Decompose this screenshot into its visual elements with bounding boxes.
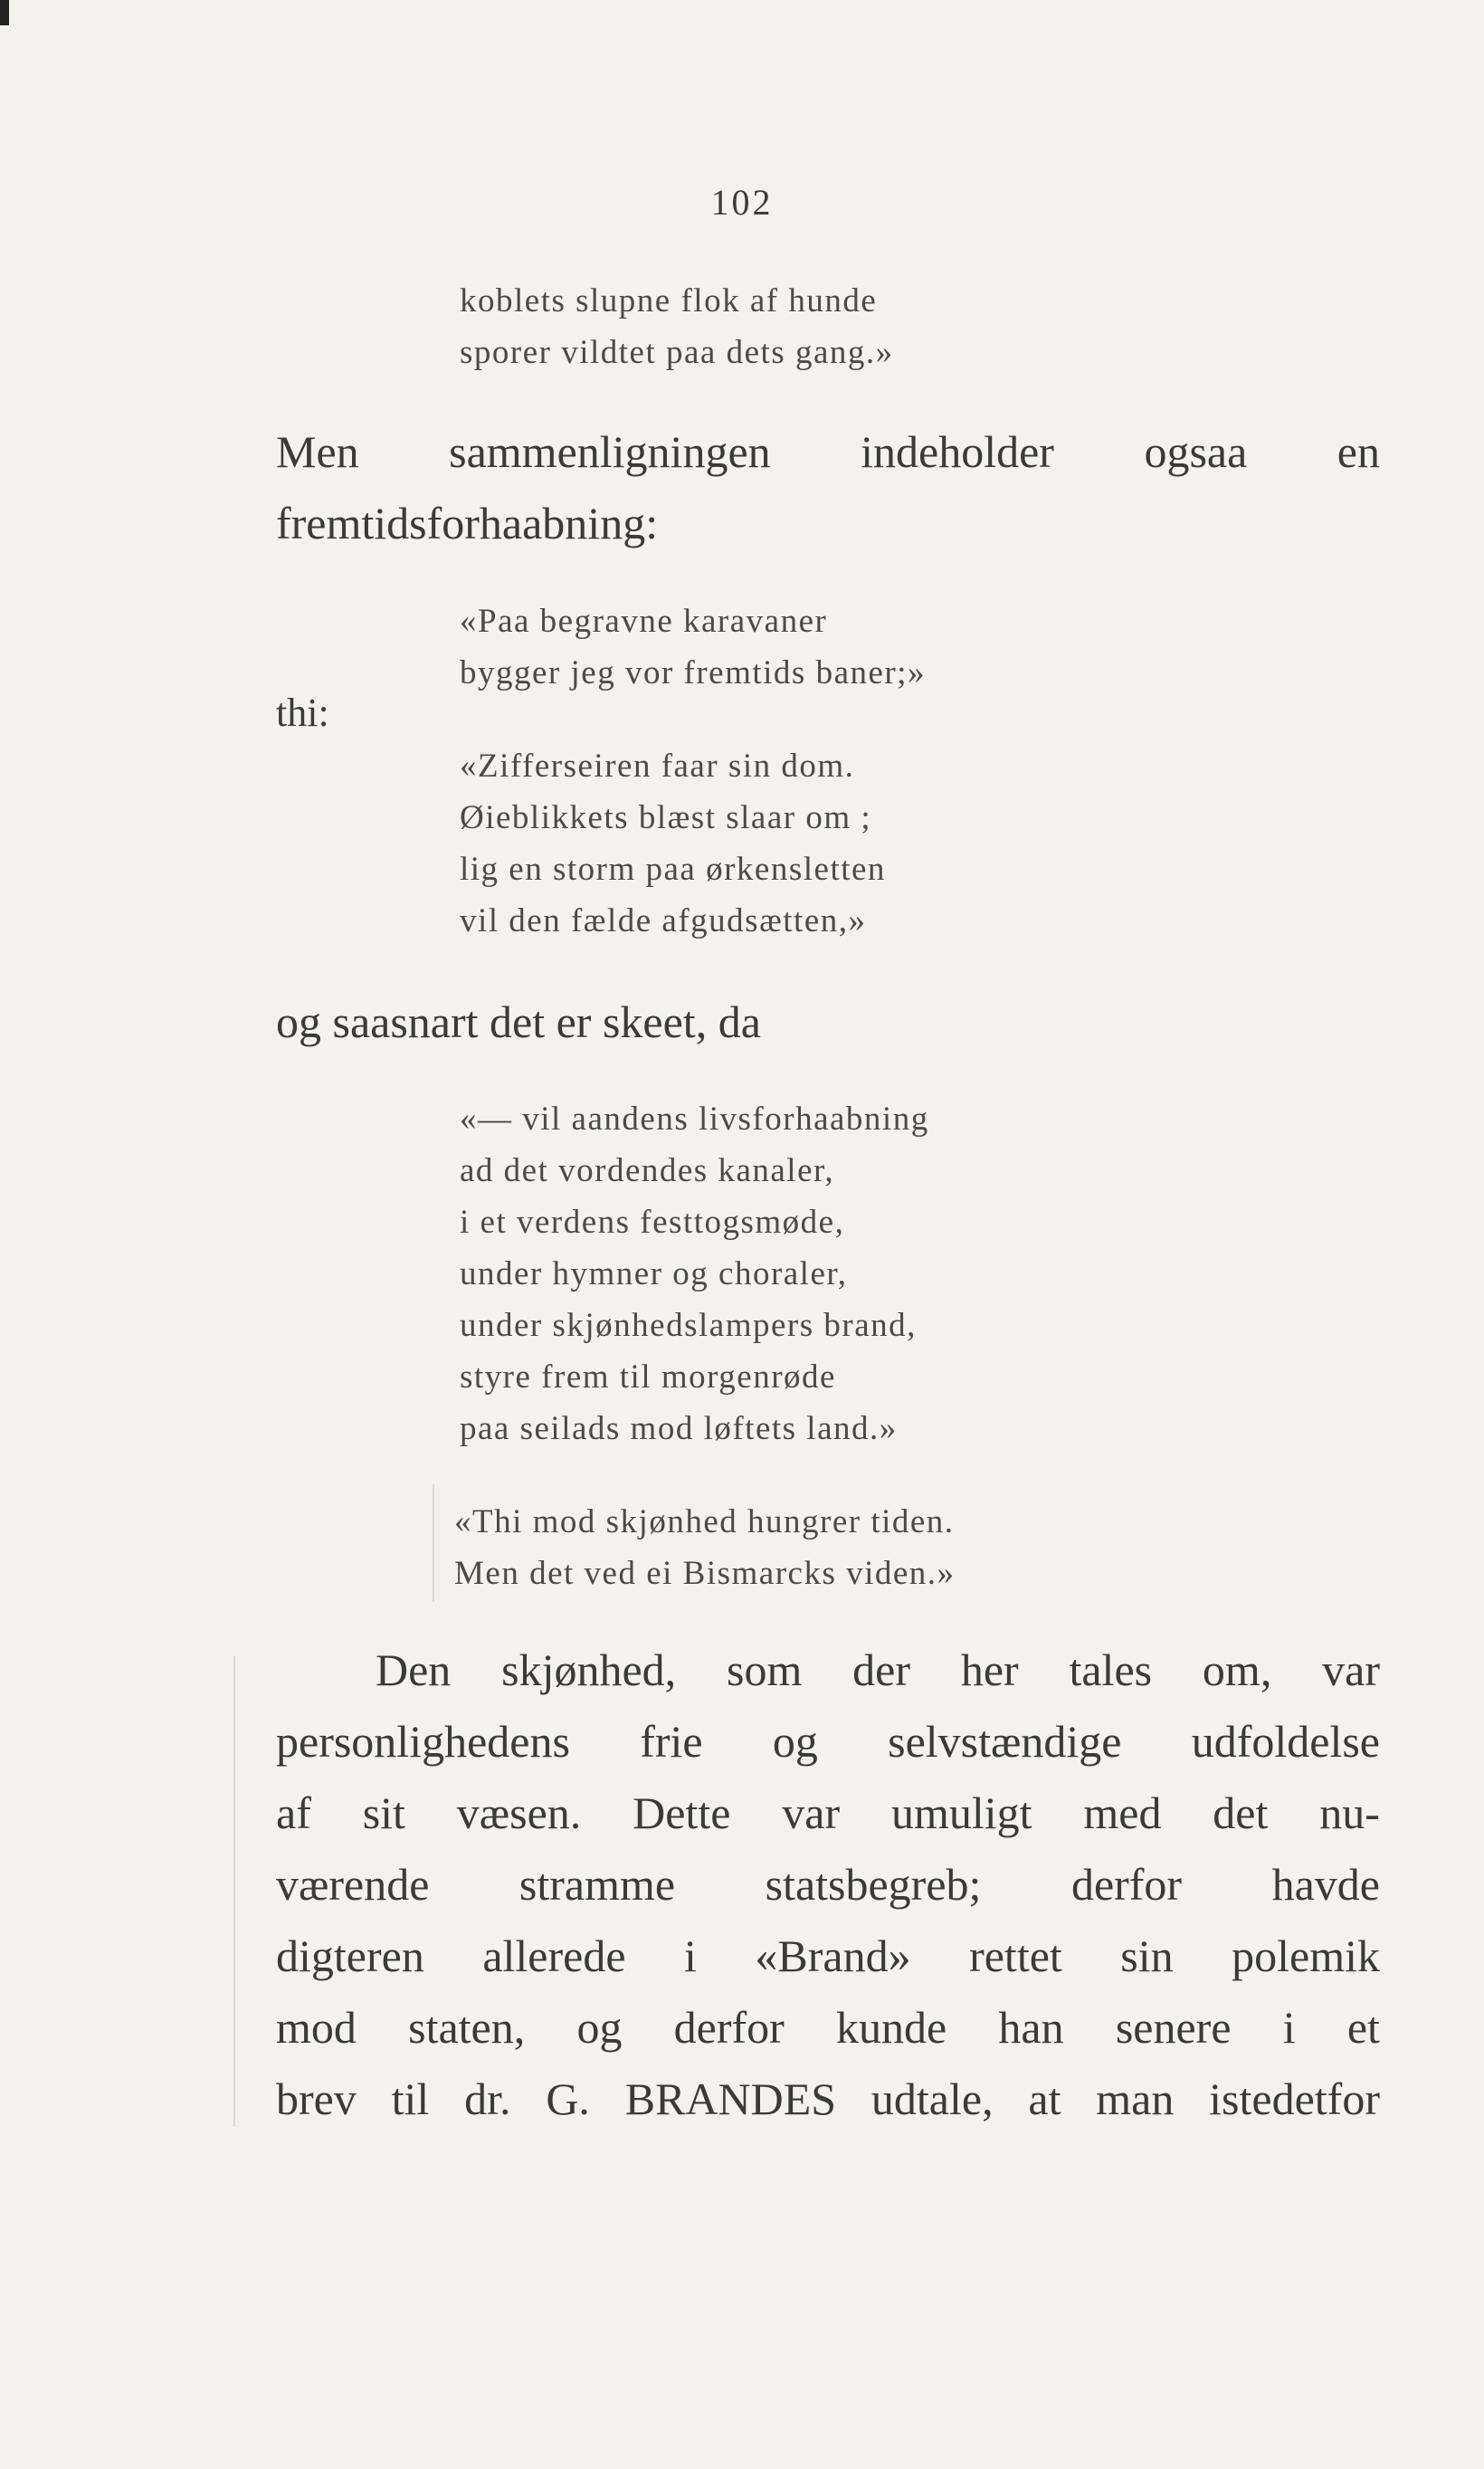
verse-line: lig en storm paa ørkensletten <box>460 851 886 888</box>
word: sin <box>1120 1930 1174 1981</box>
word: mod <box>276 2002 357 2053</box>
word: selvstændige <box>888 1716 1122 1767</box>
thi-label: thi: <box>276 691 329 735</box>
word: og <box>576 2002 623 2053</box>
verse-line: vil den fælde afgudsætten,» <box>460 902 867 939</box>
verse-block-1 <box>460 275 894 378</box>
word: personlighedens <box>276 1716 570 1767</box>
word: i <box>684 1930 697 1981</box>
verse-block-2 <box>460 596 926 699</box>
word: umuligt <box>890 1787 1032 1838</box>
word: et <box>1346 2002 1380 2053</box>
word: dr. <box>464 2073 511 2124</box>
word: Men <box>276 426 359 477</box>
prose-paragraph-2 <box>276 987 1380 1058</box>
prose-line <box>276 2064 1380 2135</box>
word: polemik <box>1232 1930 1380 1981</box>
word: var <box>782 1787 841 1838</box>
word: sit <box>362 1787 405 1838</box>
word: med <box>1083 1787 1162 1838</box>
word: indeholder <box>861 426 1054 477</box>
prose-line <box>276 1635 1380 1706</box>
word: der <box>852 1644 910 1695</box>
word: i <box>1282 2002 1296 2053</box>
prose-line: og saasnart det er skeet, da <box>276 996 761 1047</box>
word: sammenligningen <box>449 426 771 477</box>
verse-line: under skjønhedslampers brand, <box>460 1307 917 1344</box>
prose-paragraph-3 <box>276 1635 1380 2135</box>
word: her <box>960 1644 1019 1695</box>
word: kunde <box>836 2002 947 2053</box>
verse-line: paa seilads mod løftets land.» <box>460 1410 898 1447</box>
word: udtale, <box>870 2073 994 2124</box>
word: «Brand» <box>755 1930 911 1981</box>
verse-line: under hymner og choraler, <box>460 1255 848 1292</box>
word: nu- <box>1319 1787 1380 1838</box>
verse-line: Øieblikkets blæst slaar om ; <box>460 799 872 836</box>
word: allerede <box>482 1930 626 1981</box>
word: rettet <box>969 1930 1062 1981</box>
word: statsbegreb; <box>765 1859 982 1910</box>
word: derfor <box>673 2002 785 2053</box>
word: brev <box>276 2073 357 2124</box>
word: af <box>276 1787 311 1838</box>
faint-margin-rule <box>233 1656 235 2127</box>
word: Den <box>376 1644 452 1695</box>
word: værende <box>276 1859 430 1910</box>
word: om, <box>1202 1644 1272 1695</box>
word: staten, <box>408 2002 526 2053</box>
word: havde <box>1271 1859 1380 1910</box>
faint-margin-rule <box>433 1484 434 1602</box>
word: Dette <box>633 1787 731 1838</box>
verse-line: Men det ved ei Bismarcks viden.» <box>454 1555 956 1592</box>
verse-line: bygger jeg vor fremtids baner;» <box>460 654 927 691</box>
verse-line: «Paa begravne karavaner <box>460 603 828 640</box>
word: udfoldelse <box>1191 1716 1380 1767</box>
word: tales <box>1069 1644 1153 1695</box>
verse-line: koblets slupne flok af hunde <box>460 282 878 319</box>
verse-line: sporer vildtet paa dets gang.» <box>460 334 894 371</box>
prose-line <box>276 1992 1380 2064</box>
word: ogsaa <box>1144 426 1248 477</box>
corner-mark <box>0 0 9 25</box>
verse-block-4 <box>460 1093 929 1454</box>
prose-line: fremtidsforhaabning: <box>276 498 659 548</box>
verse-line: i et verdens festtogsmøde, <box>460 1204 845 1241</box>
page-number: 102 <box>710 182 774 223</box>
verse-line: «Thi mod skjønhed hungrer tiden. <box>454 1503 955 1540</box>
word: derfor <box>1070 1859 1183 1910</box>
word: istedetfor <box>1209 2073 1380 2124</box>
word: han <box>998 2002 1064 2053</box>
prose-paragraph-1 <box>276 416 1380 559</box>
verse-line: «— vil aandens livsforhaabning <box>460 1101 929 1138</box>
verse-line: styre frem til morgenrøde <box>460 1358 836 1396</box>
word: som <box>726 1644 803 1695</box>
verse-line: ad det vordendes kanaler, <box>460 1152 835 1189</box>
prose-line <box>276 1849 1380 1921</box>
word: til <box>391 2073 430 2124</box>
verse-block-3 <box>460 740 886 947</box>
prose-line <box>276 1706 1380 1778</box>
word: BRANDES <box>624 2073 837 2124</box>
word: G. <box>546 2073 590 2124</box>
word: digteren <box>276 1930 424 1981</box>
word: og <box>772 1716 818 1767</box>
word: det <box>1213 1787 1269 1838</box>
word: at <box>1028 2073 1061 2124</box>
verse-line: «Zifferseiren faar sin dom. <box>460 748 855 785</box>
word: en <box>1337 426 1380 477</box>
word: skjønhed, <box>501 1644 677 1695</box>
word: var <box>1322 1644 1380 1695</box>
word: væsen. <box>456 1787 582 1838</box>
prose-line <box>276 416 1380 488</box>
word: senere <box>1115 2002 1232 2053</box>
word: stramme <box>518 1859 676 1910</box>
word: frie <box>640 1716 703 1767</box>
word: man <box>1096 2073 1175 2124</box>
prose-line <box>276 1778 1380 1849</box>
verse-block-5 <box>454 1496 956 1599</box>
prose-line <box>276 1921 1380 1992</box>
